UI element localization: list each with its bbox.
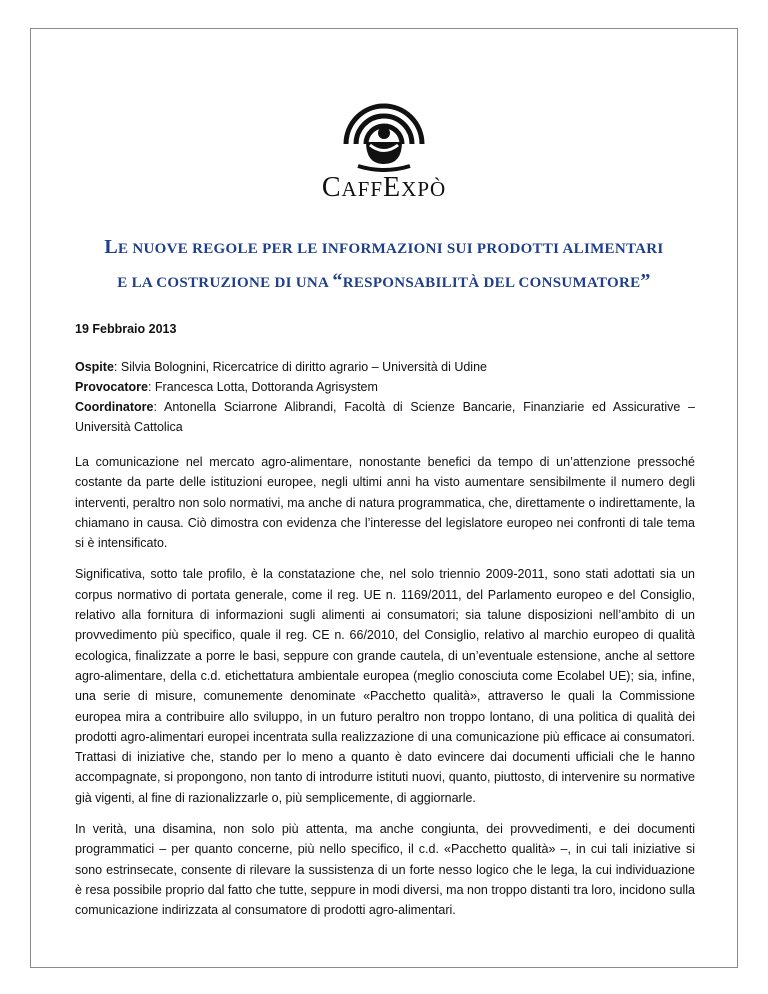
event-date: 19 Febbraio 2013	[75, 322, 177, 336]
title-segment: L	[104, 236, 119, 258]
title-segment: ”	[640, 270, 651, 292]
participant-role: Provocatore	[75, 380, 148, 394]
body-text	[75, 452, 695, 932]
paragraph: Significativa, sotto tale profilo, è la constatazione che, nel solo triennio 2009-2011, sono stati adottati sia un corpus normativo di portata generale, come il reg. UE n. 1169/2011, del Parlamento europeo e del Consiglio, relativo alla fornitura di informazioni sugli alimenti ai consumatori; sia talune disposizioni nell’ambito di un provvedimento più specifico, quale il reg. CE n. 66/2010, del Consiglio, relativo al marchio europeo di qualità ecologica, finalizzate a porre le basi, seppure con grande cautela, di un’eventuale estensione, anche al settore agro-alimentare, della c.d. etichettatura ambientale europea (meglio conosciuta come Ecolabel UE); sia, infine, una serie di misure, comunemente denominate «Pacchetto qualità», attraverso le quali la Commissione europea mira a contribuire allo sviluppo, in un futuro peraltro non troppo lontano, di una politica di qualità dei prodotti agro-alimentari europei incentrata sulla realizzazione di una comunicazione più efficace ai consumatori. Trattasi di iniziative che, stando per lo meno a quanto è dato evincere dai documenti ufficiali che le hanno accompagnate, si propongono, non tanto di introdurre istituti nuovi, quanto, piuttosto, di intervenire su normative già vigenti, al fine di razionalizzarle o, più semplicemente, di aggiornarle.	[75, 567, 695, 805]
title-segment: E NUOVE REGOLE PER LE INFORMAZIONI SUI PRODOTTI ALIMENTARI	[118, 241, 664, 257]
title-segment: E LA COSTRUZIONE DI UNA	[117, 275, 333, 291]
participant-detail: : Antonella Sciarrone Alibrandi, Facoltà di Scienze Bancarie, Finanziarie ed Assicurative – Università Cattolica	[75, 400, 695, 434]
logo-letter: AFF	[341, 177, 384, 201]
participant-detail: : Francesca Lotta, Dottoranda Agrisystem	[147, 380, 378, 394]
document-title-line-2	[40, 270, 728, 293]
participant-line	[75, 397, 695, 437]
title-segment: RESPONSABILITÀ DEL CONSUMATORE	[342, 275, 641, 291]
logo-wordmark	[0, 174, 768, 206]
logo-letter: E	[383, 172, 402, 203]
participant-line	[75, 357, 695, 377]
paragraph: La comunicazione nel mercato agro-alimentare, nonostante benefici da tempo di un’attenzione pressoché costante da parte delle istituzioni europee, negli ultimi anni ha visto aumentare sensibilmente il numero degli interventi, peraltro non solo normativi, ma anche di natura programmatica, che, direttamente o indirettamente, la chiamano in causa. Ciò dimostra con evidenza che l’interesse del legislatore europeo nei confronti di tale tema si è intensificato.	[75, 455, 695, 551]
paragraph: In verità, una disamina, non solo più attenta, ma anche congiunta, dei provvedimenti, e dei documenti programmatici – per quanto concerne, più nello specifico, il c.d. «Pacchetto qualità» –, in cui tali iniziative si sono estrinsecate, consente di rilevare la sussistenza di un forte nesso logico che le lega, la cui individuazione è resa possibile proprio dal fatto che tutte, seppure in modi diversi, ma non troppo distanti tra loro, incidono sulla comunicazione indirizzata al consumatore di prodotti agro-alimentari.	[75, 822, 695, 918]
participants	[75, 357, 695, 437]
title-segment: “	[332, 270, 343, 292]
participant-role: Coordinatore	[75, 400, 154, 414]
logo-letter: XPÒ	[401, 177, 447, 201]
participant-role: Ospite	[75, 360, 114, 374]
coffee-cup-signal-icon	[336, 92, 432, 172]
document-title-line-1	[40, 236, 728, 259]
caffexpo-logo	[0, 92, 768, 206]
participant-line	[75, 377, 695, 397]
participant-detail: : Silvia Bolognini, Ricercatrice di diritto agrario – Università di Udine	[113, 360, 487, 374]
logo-letter: C	[321, 172, 342, 203]
